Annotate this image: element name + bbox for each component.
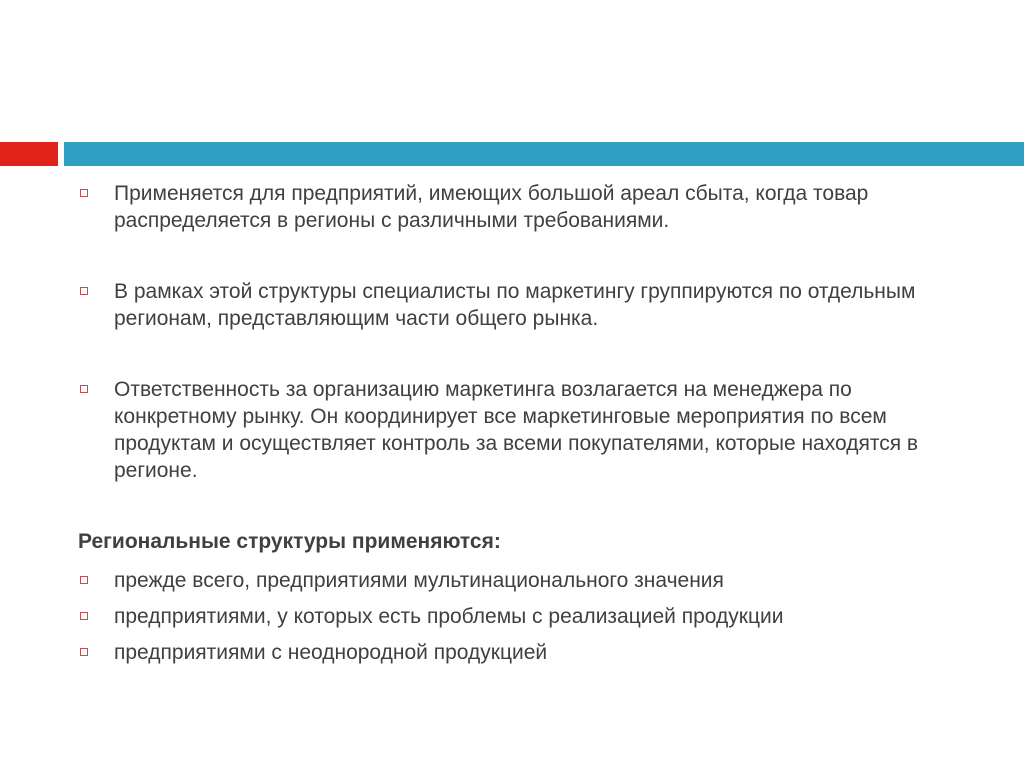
square-bullet-icon	[80, 612, 88, 620]
bullet-text: В рамках этой структуры специалисты по маркетингу группируются по отдельным регионам, представляющим части общего рынка.	[114, 280, 916, 330]
bullet-text: Ответственность за организацию маркетинга возлагается на менеджера по конкретному рынку. Он координирует все маркетинговые мероприятия по всем продуктам и осуществляет контроль за всеми покупателями, которые находятся в регионе.	[114, 378, 919, 482]
bullet-text: предприятиями, у которых есть проблемы с реализацией продукции	[114, 605, 784, 628]
square-bullet-icon	[80, 648, 88, 656]
bullet-text: прежде всего, предприятиями мультинационального значения	[114, 569, 724, 592]
bullet-text: Применяется для предприятий, имеющих большой ареал сбыта, когда товар распределяется в регионы с различными требованиями.	[114, 182, 869, 232]
section-subheading: Региональные структуры применяются:	[78, 530, 501, 553]
bullet-text: предприятиями с неоднородной продукцией	[114, 641, 548, 664]
header-accent-blue-bar	[64, 142, 1024, 166]
square-bullet-icon	[80, 189, 88, 197]
square-bullet-icon	[80, 385, 88, 393]
header-accent-red-bar	[0, 142, 58, 166]
bullet-item-6	[78, 639, 978, 666]
slide-content	[78, 180, 978, 675]
bullet-item-2	[78, 278, 978, 332]
bullet-item-3	[78, 376, 978, 484]
bullet-item-4	[78, 567, 978, 594]
bullet-item-5	[78, 603, 978, 630]
square-bullet-icon	[80, 287, 88, 295]
bullet-item-1	[78, 180, 978, 234]
square-bullet-icon	[80, 576, 88, 584]
